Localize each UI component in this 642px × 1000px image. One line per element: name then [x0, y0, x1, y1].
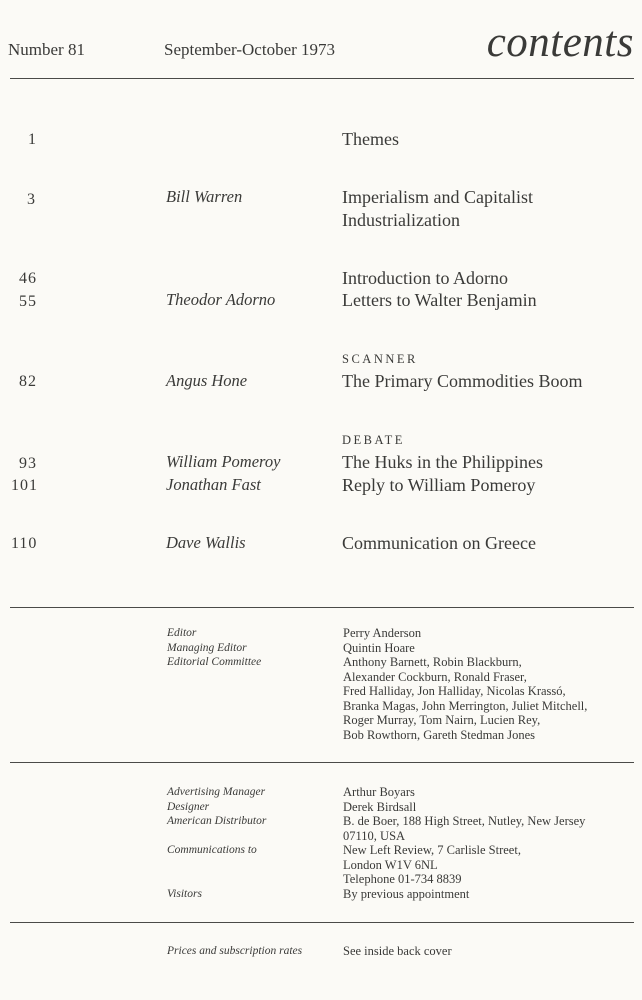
address-line: B. de Boer, 188 High Street, Nutley, New Jersey: [343, 814, 586, 828]
managing-editor-name: Quintin Hoare: [343, 641, 415, 655]
entry-title[interactable]: Reply to William Pomeroy: [342, 475, 536, 495]
issue-date: September-October 1973: [164, 40, 336, 59]
entry-author: Bill Warren: [166, 187, 243, 206]
entry-author: Theodor Adorno: [166, 290, 276, 309]
editorial-committee-list: [343, 655, 587, 743]
issue-number: Number 81: [8, 40, 85, 59]
entry-title[interactable]: [342, 186, 533, 232]
entry-title-line: Industrialization: [342, 210, 460, 230]
entry-title-line: Imperialism and Capitalist: [342, 187, 533, 207]
editor-name: Perry Anderson: [343, 626, 422, 640]
advertising-name: Arthur Boyars: [343, 785, 415, 799]
committee-line: Roger Murray, Tom Nairn, Lucien Rey,: [343, 713, 541, 728]
entry-page-number: 110: [11, 535, 38, 552]
section-heading-scanner: SCANNER: [342, 352, 418, 366]
page-title: contents: [486, 19, 634, 66]
entry-title[interactable]: Themes: [342, 129, 399, 149]
entry-page-number: 82: [19, 373, 37, 390]
prices-info: See inside back cover: [343, 944, 452, 958]
entry-author: William Pomeroy: [166, 452, 281, 471]
section-heading-debate: DEBATE: [342, 433, 405, 447]
entry-page-number: 55: [19, 293, 37, 310]
communications-label: Communications to: [167, 844, 257, 856]
editorial-committee-label: Editorial Committee: [167, 656, 262, 668]
designer-label: Designer: [167, 801, 210, 813]
header-rule: [10, 78, 634, 79]
advertising-label: Advertising Manager: [167, 786, 266, 798]
distributor-address: [343, 814, 585, 843]
address-line: 07110, USA: [343, 828, 406, 843]
distributor-label: American Distributor: [167, 815, 267, 827]
entry-author: Angus Hone: [166, 371, 248, 390]
entry-author: Dave Wallis: [166, 533, 246, 552]
address-line: Telephone 01-734 8839: [343, 872, 462, 887]
visitors-label: Visitors: [167, 888, 202, 900]
communications-address: [343, 843, 521, 887]
committee-line: Bob Rowthorn, Gareth Stedman Jones: [343, 727, 535, 742]
committee-line: Anthony Barnett, Robin Blackburn,: [343, 655, 522, 669]
entry-page-number: 3: [27, 191, 36, 208]
entry-title[interactable]: Communication on Greece: [342, 533, 536, 553]
entry-page-number: 101: [11, 477, 38, 494]
committee-line: Fred Halliday, Jon Halliday, Nicolas Krassó,: [343, 684, 566, 699]
entry-title[interactable]: Letters to Walter Benjamin: [342, 290, 537, 310]
entry-title[interactable]: The Huks in the Philippines: [342, 452, 543, 472]
entry-page-number: 46: [19, 270, 37, 287]
address-line: New Left Review, 7 Carlisle Street,: [343, 843, 521, 857]
designer-name: Derek Birdsall: [343, 800, 417, 814]
section-rule: [10, 762, 634, 763]
entry-title[interactable]: The Primary Commodities Boom: [342, 371, 583, 391]
entry-author: Jonathan Fast: [166, 475, 261, 494]
visitors-info: By previous appointment: [343, 887, 470, 901]
editor-label: Editor: [167, 627, 197, 639]
committee-line: Branka Magas, John Merrington, Juliet Mitchell,: [343, 698, 588, 713]
entry-title[interactable]: Introduction to Adorno: [342, 268, 508, 288]
prices-label: Prices and subscription rates: [167, 945, 303, 957]
entry-page-number: 1: [28, 131, 37, 148]
section-rule: [10, 607, 634, 608]
committee-line: Alexander Cockburn, Ronald Fraser,: [343, 669, 527, 684]
address-line: London W1V 6NL: [343, 857, 438, 872]
entry-page-number: 93: [19, 455, 37, 472]
section-rule: [10, 922, 634, 923]
managing-editor-label: Managing Editor: [167, 642, 247, 654]
